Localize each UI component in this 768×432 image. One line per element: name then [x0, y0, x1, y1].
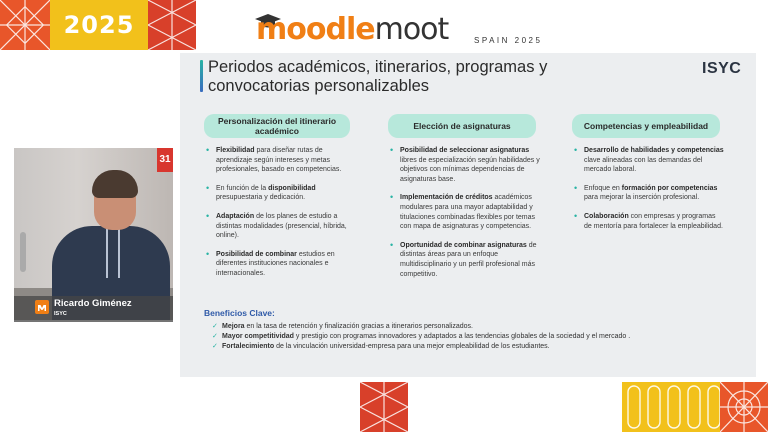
decorative-tile-red: [360, 382, 408, 432]
check-icon: ✓: [212, 323, 218, 330]
list-item: • Adaptación de los planes de estudio a distintas modalidades (presencial, híbrida, online).: [206, 212, 356, 241]
moodlemoot-logo: [256, 11, 448, 45]
year-label: 2025: [63, 11, 135, 39]
decorative-tile-red: [148, 0, 196, 50]
list-item: • Flexibilidad para diseñar rutas de aprendizaje según intereses y metas profesionales, basado en competencias.: [206, 146, 356, 175]
list-item: ✓ Mayor competitividad y prestigio con programas innovadores y adaptados a las tendencias globales de la sociedad y el mercado .: [212, 333, 631, 340]
logo-subtitle: SPAIN 2025: [474, 36, 543, 45]
column-itinerario: [206, 146, 356, 288]
pattern-icon: [622, 382, 720, 432]
decorative-tile-orange: [0, 0, 50, 50]
list-item: • Desarrollo de habilidades y competencias clave alineadas con las demandas del mercado laboral.: [574, 146, 724, 175]
check-icon: ✓: [212, 333, 218, 340]
column-asignaturas: [390, 146, 544, 288]
list-item: • Colaboración con empresas y programas de mentoría para fortalecer la empleabilidad.: [574, 212, 724, 231]
logo-moot: moot: [374, 12, 449, 47]
list-item: ✓ Mejora en la tasa de retención y finalización gracias a itinerarios personalizados.: [212, 323, 473, 330]
list-item: • Posibilidad de combinar estudios en diferentes instituciones nacionales e internacionales.: [206, 250, 356, 279]
title-accent-bar: [200, 60, 203, 92]
microphone-icon: [20, 232, 26, 272]
year-tile: [50, 0, 148, 50]
pattern-icon: [0, 0, 50, 50]
slide-brand: ISYC: [702, 60, 742, 77]
column-heading: Competencias y empleabilidad: [572, 114, 720, 138]
slide-title: Periodos académicos, itinerarios, programas y convocatorias personalizables: [208, 58, 548, 95]
list-item: • Posibilidad de seleccionar asignaturas libres de especialización según habilidades y objetivos con mínimas dependencias de asignaturas base.: [390, 146, 544, 184]
decorative-tile-orange: [720, 382, 768, 432]
decorative-tile-yellow: [622, 382, 720, 432]
pattern-icon: [720, 382, 768, 432]
pattern-icon: [148, 0, 196, 50]
column-heading: Personalización del itinerario académico: [204, 114, 350, 138]
benefits-title: Beneficios Clave:: [204, 308, 275, 318]
list-item: • Oportunidad de combinar asignaturas de distintas áreas para un enfoque multidisciplinario y un perfil profesional más competitivo.: [390, 241, 544, 279]
list-item: ✓ Fortalecimiento de la vinculación universidad-empresa para una mejor empleabilidad de los estudiantes.: [212, 343, 550, 350]
list-item: • En función de la disponibilidad presupuestaria y dedicación.: [206, 184, 356, 203]
column-heading: Elección de asignaturas: [388, 114, 536, 138]
list-item: • Enfoque en formación por competencias para mejorar la inserción profesional.: [574, 184, 724, 203]
background-sign: 31: [157, 148, 173, 172]
moodle-m-icon: [35, 300, 49, 314]
logo-moodle: moodle: [256, 12, 375, 47]
list-item: • Implementación de créditos académicos modulares para una mayor adaptabilidad y titulaciones combinadas flexibles por temas con mapa de asignaturas y competencias.: [390, 193, 544, 231]
column-competencias: [574, 146, 724, 240]
benefits-list: [212, 322, 630, 352]
check-icon: ✓: [212, 343, 218, 350]
pattern-icon: [360, 382, 408, 432]
speaker-video: [14, 148, 173, 320]
speaker-org: ISYC: [54, 311, 67, 317]
speaker-name: Ricardo Giménez: [54, 298, 132, 309]
